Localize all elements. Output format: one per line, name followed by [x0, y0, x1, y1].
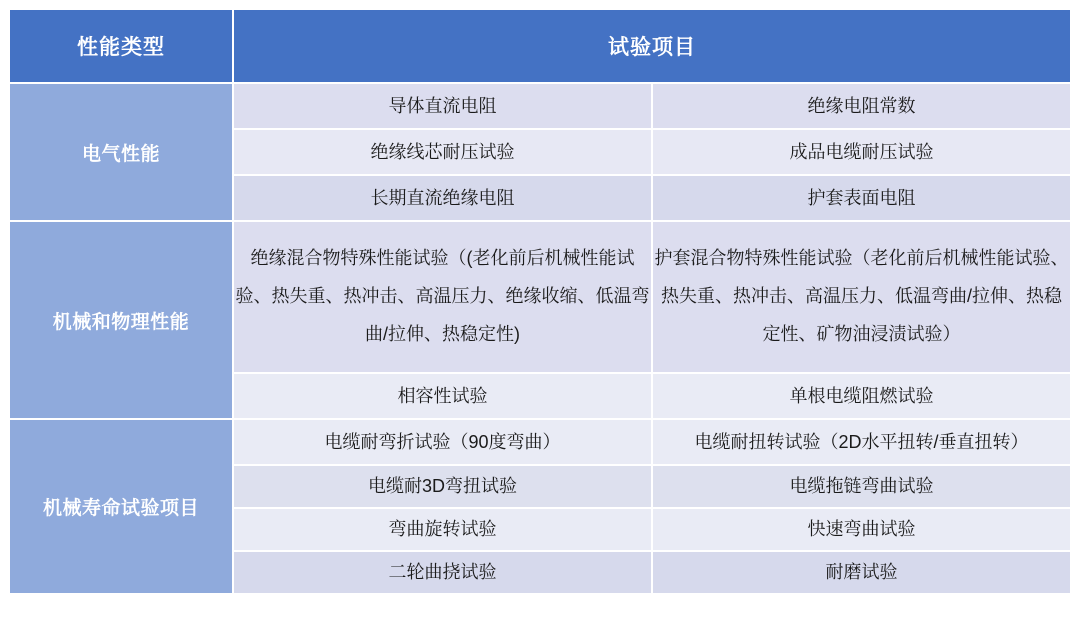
cell-mechanical-2-left: 相容性试验: [234, 374, 651, 418]
cell-life-2-right: 电缆拖链弯曲试验: [653, 466, 1070, 507]
cell-electrical-1-right: 绝缘电阻常数: [653, 84, 1070, 128]
table-row: [10, 222, 1070, 372]
performance-test-table: [8, 8, 1072, 595]
category-mechanical-life: 机械寿命试验项目: [10, 420, 232, 593]
cell-life-2-left: 电缆耐3D弯扭试验: [234, 466, 651, 507]
cell-electrical-1-left: 导体直流电阻: [234, 84, 651, 128]
cell-life-1-right: 电缆耐扭转试验（2D水平扭转/垂直扭转）: [653, 420, 1070, 464]
category-mechanical-physical: 机械和物理性能: [10, 222, 232, 418]
category-electrical: 电气性能: [10, 84, 232, 220]
cell-life-4-left: 二轮曲挠试验: [234, 552, 651, 593]
cell-mechanical-1-right: 护套混合物特殊性能试验（老化前后机械性能试验、热失重、热冲击、高温压力、低温弯曲/拉伸、热稳定性、矿物油浸渍试验）: [653, 222, 1070, 372]
cell-electrical-3-left: 长期直流绝缘电阻: [234, 176, 651, 220]
cell-life-4-right: 耐磨试验: [653, 552, 1070, 593]
cell-life-1-left: 电缆耐弯折试验（90度弯曲）: [234, 420, 651, 464]
cell-life-3-right: 快速弯曲试验: [653, 509, 1070, 550]
cell-life-3-left: 弯曲旋转试验: [234, 509, 651, 550]
table-header-row: [10, 10, 1070, 82]
cell-mechanical-2-right: 单根电缆阻燃试验: [653, 374, 1070, 418]
cell-electrical-2-left: 绝缘线芯耐压试验: [234, 130, 651, 174]
cell-electrical-2-right: 成品电缆耐压试验: [653, 130, 1070, 174]
header-performance-type: 性能类型: [10, 10, 232, 82]
table-row: [10, 84, 1070, 128]
table-row: [10, 420, 1070, 464]
cell-electrical-3-right: 护套表面电阻: [653, 176, 1070, 220]
header-test-items: 试验项目: [234, 10, 1070, 82]
cell-mechanical-1-left: 绝缘混合物特殊性能试验（(老化前后机械性能试验、热失重、热冲击、高温压力、绝缘收缩、低温弯曲/拉伸、热稳定性): [234, 222, 651, 372]
